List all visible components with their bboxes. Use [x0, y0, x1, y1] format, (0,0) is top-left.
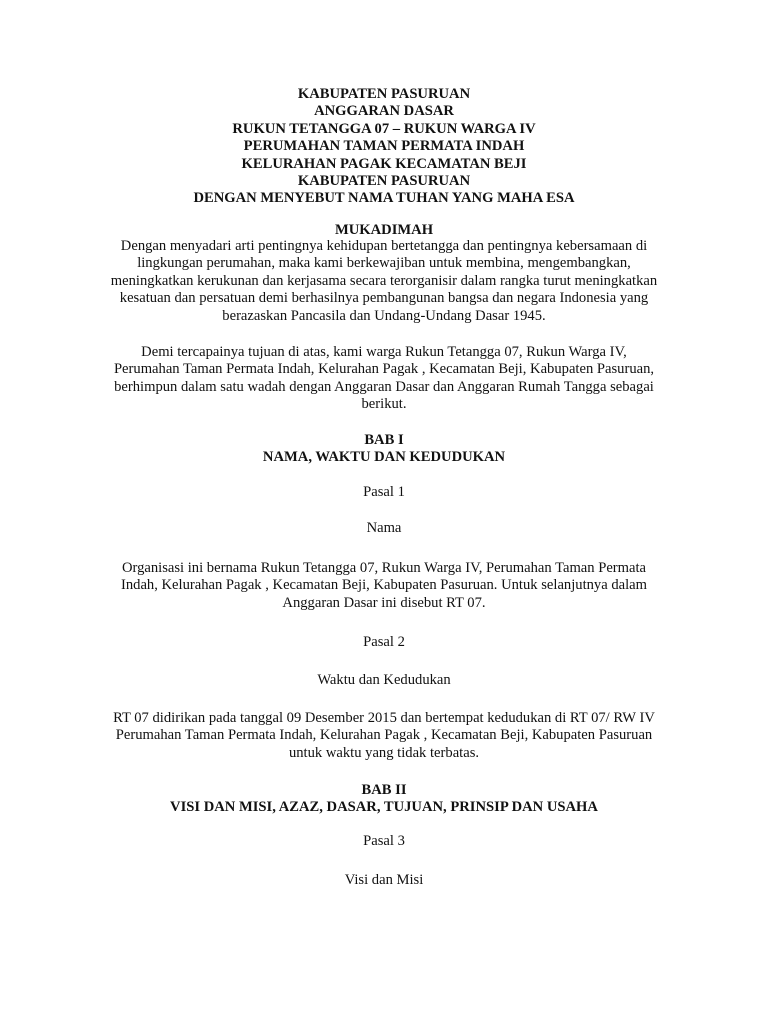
paragraph-line: RT 07 didirikan pada tanggal 09 Desember 2015 dan bertempat kedudukan di RT 07/ RW IV: [113, 710, 655, 726]
bab-subtitle: NAMA, WAKTU DAN KEDUDUKAN: [262, 449, 506, 466]
pasal-label: Pasal 2: [363, 634, 405, 650]
bab-2-heading: [60, 782, 708, 817]
header-line: KELURAHAN PAGAK KECAMATAN BEJI: [241, 155, 527, 172]
pasal-label: Pasal 1: [363, 484, 405, 500]
bab-title: BAB I: [364, 432, 404, 448]
pasal-3-heading: [60, 872, 708, 889]
pasal-1-label: [60, 484, 708, 501]
paragraph-line: Demi tercapainya tujuan di atas, kami warga Rukun Tetangga 07, Rukun Warga IV,: [141, 344, 627, 360]
paragraph-line: Organisasi ini bernama Rukun Tetangga 07, Rukun Warga IV, Perumahan Taman Permata: [121, 560, 647, 576]
mukadimah-title-text: MUKADIMAH: [334, 222, 434, 238]
paragraph-line: kesatuan dan persatuan demi berhasilnya pembangunan bangsa dan negara Indonesia yang: [119, 290, 649, 307]
paragraph-line: Dengan menyadari arti pentingnya kehidupan bertetangga dan pentingnya kebersamaan di: [120, 238, 648, 254]
pasal-2-heading: [60, 672, 708, 689]
pasal-heading: Visi dan Misi: [344, 872, 424, 888]
pasal-1-heading: [60, 520, 708, 537]
paragraph-line: meningkatkan kerukunan dan kerjasama secara terorganisir dalam rangka turut meningkatkan: [110, 272, 658, 289]
header-line: DENGAN MENYEBUT NAMA TUHAN YANG MAHA ESA: [193, 190, 575, 207]
paragraph-line: berhimpun dalam satu wadah dengan Anggaran Dasar dan Anggaran Rumah Tangga sebagai: [114, 378, 654, 395]
pasal-heading: Waktu dan Kedudukan: [317, 672, 451, 688]
document-header: [60, 86, 708, 208]
pasal-2-label: [60, 634, 708, 651]
paragraph-line: untuk waktu yang tidak terbatas.: [288, 744, 480, 761]
paragraph-line: Anggaran Dasar ini disebut RT 07.: [282, 594, 486, 611]
header-line: ANGGARAN DASAR: [314, 103, 454, 120]
mukadimah-paragraph-1: [60, 238, 708, 325]
pasal-label: Pasal 3: [363, 833, 405, 849]
mukadimah-title: [60, 222, 708, 239]
pasal-3-label: [60, 833, 708, 850]
bab-title: BAB II: [361, 782, 407, 798]
pasal-heading: Nama: [366, 520, 402, 536]
pasal-2-text: [60, 710, 708, 762]
header-line: KABUPATEN PASURUAN: [297, 86, 471, 102]
bab-subtitle: VISI DAN MISI, AZAZ, DASAR, TUJUAN, PRINSIP DAN USAHA: [170, 799, 598, 816]
pasal-1-text: [60, 560, 708, 612]
paragraph-line: berikut.: [361, 396, 407, 413]
paragraph-line: Perumahan Taman Permata Indah, Kelurahan Pagak , Kecamatan Beji, Kabupaten Pasuruan,: [113, 361, 655, 378]
header-line: PERUMAHAN TAMAN PERMATA INDAH: [243, 138, 525, 155]
header-line: RUKUN TETANGGA 07 – RUKUN WARGA IV: [232, 120, 536, 137]
mukadimah-paragraph-2: [60, 344, 708, 414]
paragraph-line: berazaskan Pancasila dan Undang-Undang Dasar 1945.: [222, 307, 546, 324]
paragraph-line: lingkungan perumahan, maka kami berkewajiban untuk membina, mengembangkan,: [137, 255, 631, 272]
paragraph-line: Perumahan Taman Permata Indah, Kelurahan Pagak , Kecamatan Beji, Kabupaten Pasuruan: [115, 727, 653, 744]
bab-1-heading: [60, 432, 708, 467]
paragraph-line: Indah, Kelurahan Pagak , Kecamatan Beji, Kabupaten Pasuruan. Untuk selanjutnya dalam: [120, 577, 648, 594]
header-line: KABUPATEN PASURUAN: [297, 173, 471, 190]
